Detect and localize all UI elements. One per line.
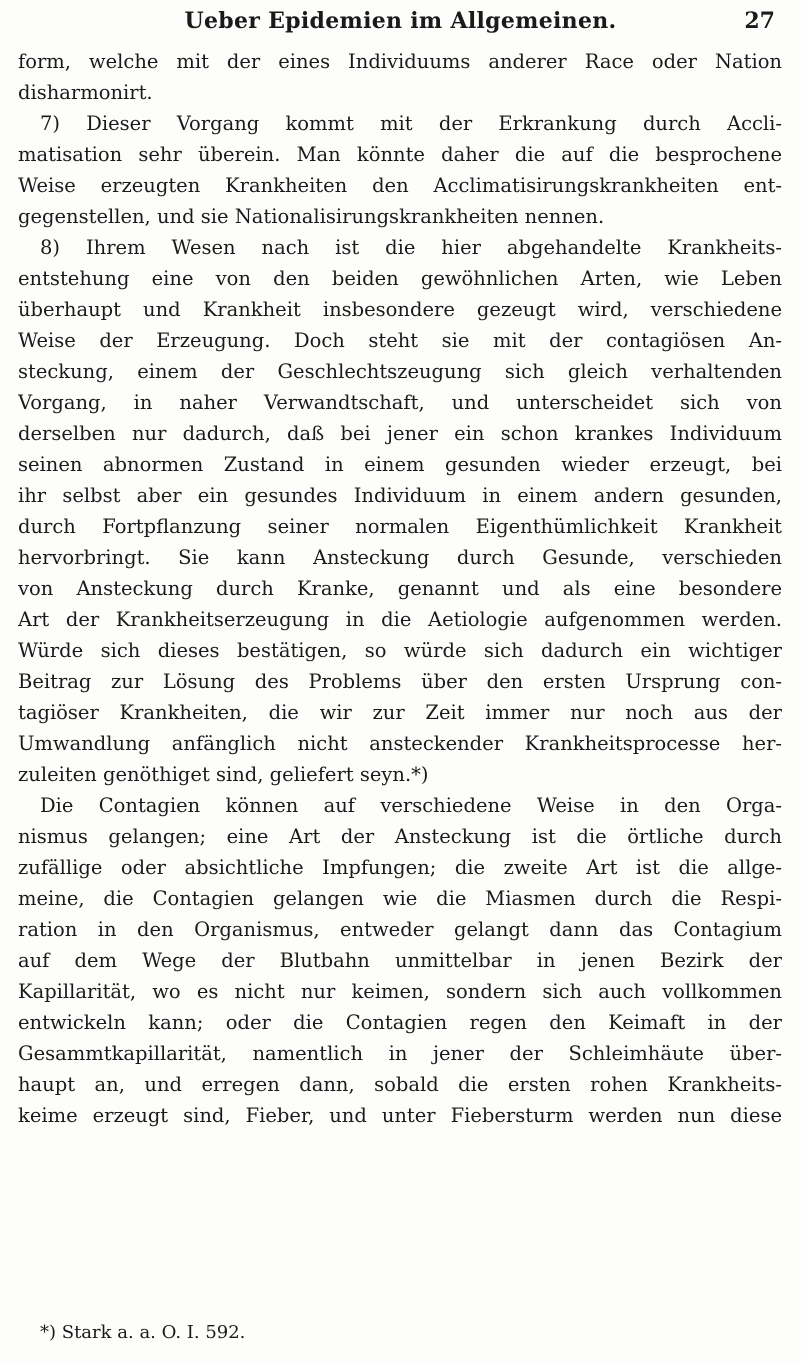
text-line: tagiöser Krankheiten, die wir zur Zeit immer nur noch aus der xyxy=(18,701,782,724)
text-line: Die Contagien können auf verschiedene Weise in den Orga- xyxy=(40,794,782,817)
footnote: *) Stark a. a. O. I. 592. xyxy=(40,1322,246,1343)
text-line: derselben nur dadurch, daß bei jener ein schon krankes Individuum xyxy=(18,422,782,445)
text-line: 8) Ihrem Wesen nach ist die hier abgehandelte Krankheits- xyxy=(40,236,782,259)
text-line: steckung, einem der Geschlechtszeugung sich gleich verhaltenden xyxy=(18,360,782,383)
text-line: Kapillarität, wo es nicht nur keimen, sondern sich auch vollkommen xyxy=(18,980,782,1003)
text-line: form, welche mit der eines Individuums anderer Race oder Nation xyxy=(18,50,782,73)
text-line: entwickeln kann; oder die Contagien regen den Keimaft in der xyxy=(18,1011,782,1034)
text-line: überhaupt und Krankheit insbesondere gezeugt wird, verschiedene xyxy=(18,298,782,321)
body-text xyxy=(18,46,782,1131)
text-line: matisation sehr überein. Man könnte daher die auf die besprochene xyxy=(18,143,782,166)
text-line: ihr selbst aber ein gesundes Individuum in einem andern gesunden, xyxy=(18,484,782,507)
text-line: Umwandlung anfänglich nicht ansteckender Krankheitsprocesse her- xyxy=(18,732,782,755)
text-line: zufällige oder absichtliche Impfungen; die zweite Art ist die allge- xyxy=(18,856,782,879)
text-line: durch Fortpflanzung seiner normalen Eigenthümlichkeit Krankheit xyxy=(18,515,782,538)
text-line: Art der Krankheitserzeugung in die Aetiologie aufgenommen werden. xyxy=(18,608,782,631)
text-line: ration in den Organismus, entweder gelangt dann das Contagium xyxy=(18,918,782,941)
text-line: haupt an, und erregen dann, sobald die ersten rohen Krankheits- xyxy=(18,1073,782,1096)
text-line: meine, die Contagien gelangen wie die Miasmen durch die Respi- xyxy=(18,887,782,910)
text-line: Vorgang, in naher Verwandtschaft, und unterscheidet sich von xyxy=(18,391,782,414)
text-line: disharmonirt. xyxy=(18,81,153,104)
text-line: seinen abnormen Zustand in einem gesunden wieder erzeugt, bei xyxy=(18,453,782,476)
running-title: Ueber Epidemien im Allgemeinen. xyxy=(184,8,617,34)
text-line: Würde sich dieses bestätigen, so würde sich dadurch ein wichtiger xyxy=(18,639,782,662)
text-line: gegenstellen, und sie Nationalisirungskrankheiten nennen. xyxy=(18,205,605,228)
text-line: zuleiten genöthiget sind, geliefert seyn.*) xyxy=(18,763,429,786)
text-line: auf dem Wege der Blutbahn unmittelbar in jenen Bezirk der xyxy=(18,949,782,972)
running-head xyxy=(0,8,801,40)
text-line: von Ansteckung durch Kranke, genannt und als eine besondere xyxy=(18,577,782,600)
text-line: Weise der Erzeugung. Doch steht sie mit der contagiösen An- xyxy=(18,329,782,352)
text-line: Weise erzeugten Krankheiten den Acclimatisirungskrankheiten ent- xyxy=(18,174,782,197)
page-number: 27 xyxy=(744,8,775,34)
text-line: hervorbringt. Sie kann Ansteckung durch Gesunde, verschieden xyxy=(18,546,782,569)
text-line: entstehung eine von den beiden gewöhnlichen Arten, wie Leben xyxy=(18,267,782,290)
text-line: nismus gelangen; eine Art der Ansteckung ist die örtliche durch xyxy=(18,825,782,848)
text-line: keime erzeugt sind, Fieber, und unter Fiebersturm werden nun diese xyxy=(18,1104,782,1127)
text-line: Gesammtkapillarität, namentlich in jener der Schleimhäute über- xyxy=(18,1042,782,1065)
text-line: 7) Dieser Vorgang kommt mit der Erkrankung durch Accli- xyxy=(40,112,782,135)
text-line: Beitrag zur Lösung des Problems über den ersten Ursprung con- xyxy=(18,670,782,693)
